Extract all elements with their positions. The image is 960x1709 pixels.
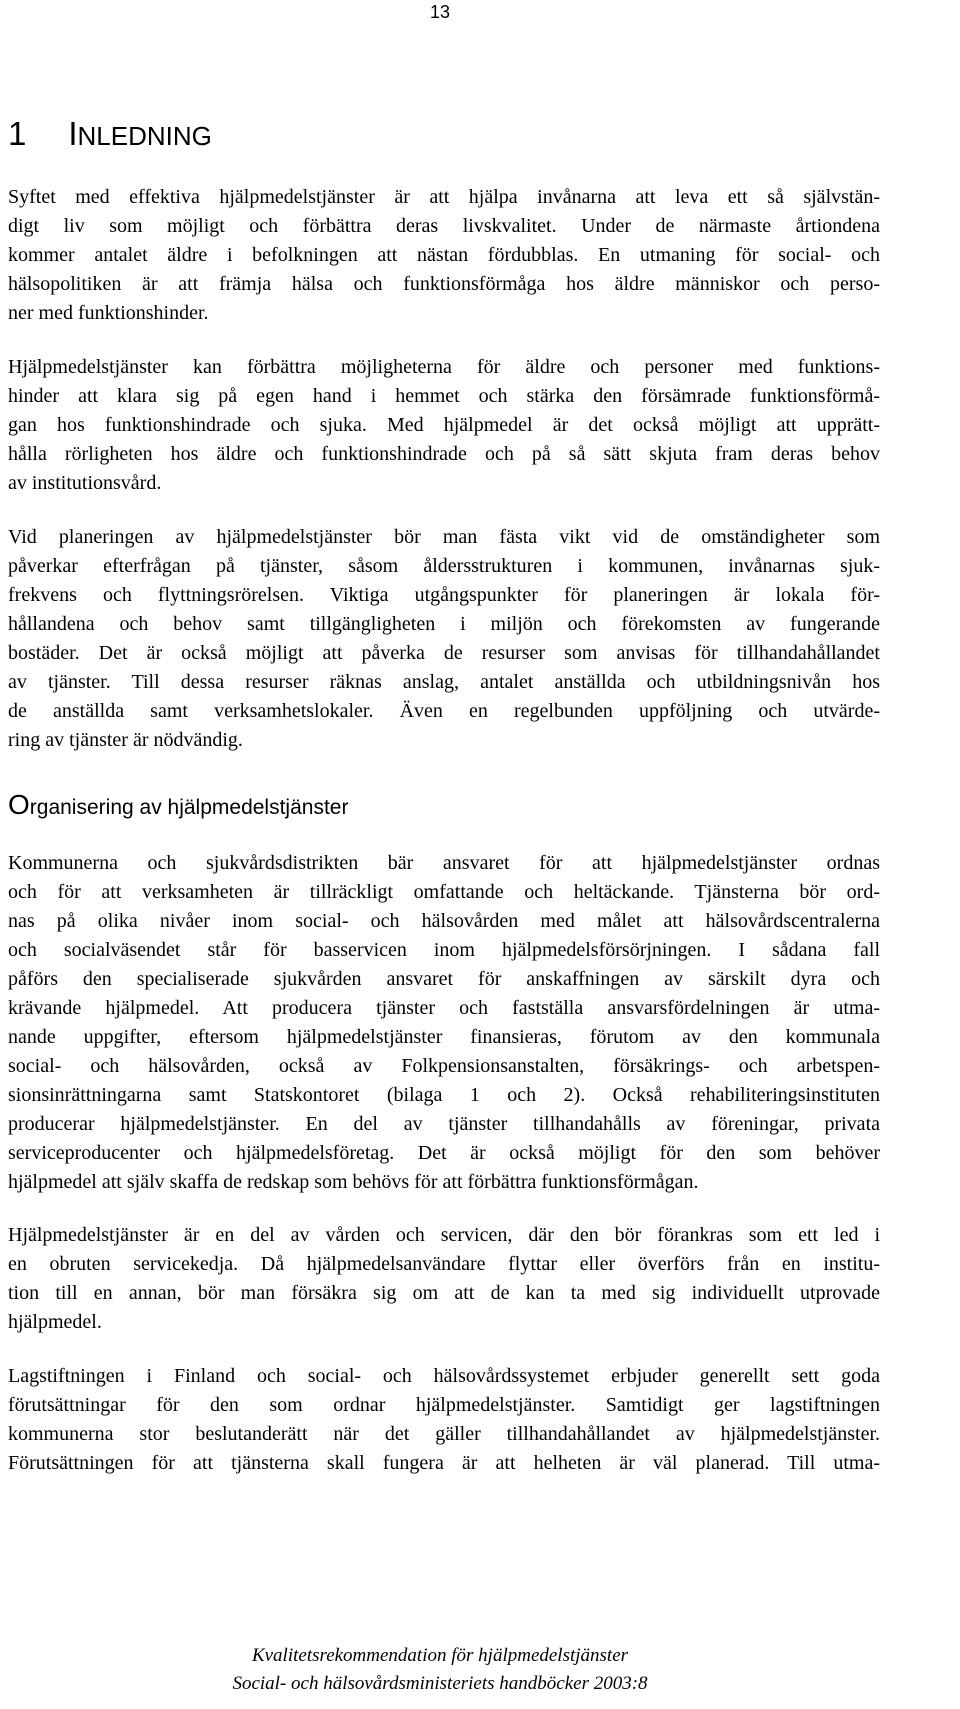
text-line: kommunerna stor beslutanderätt när det gäller tillhandahållandet av hjälpmedelstjänster. — [8, 1423, 880, 1445]
text-line: krävande hjälpmedel. Att producera tjänster och fastställa ansvarsfördelningen är utma- — [8, 997, 880, 1019]
section-heading-initial: O — [8, 789, 30, 820]
text-line: nas på olika nivåer inom social- och hälsovården med målet att hälsovårdscentralerna — [8, 910, 880, 932]
footer-series: Social- och hälsovårdsministeriets handböcker 2003:8 — [232, 1673, 648, 1694]
text-line: av tjänster. Till dessa resurser räknas anslag, antalet anställda och utbildningsnivån hos — [8, 671, 880, 693]
text-line: producerar hjälpmedelstjänster. En del av tjänster tillhandahålls av föreningar, privata — [8, 1113, 880, 1135]
text-line: serviceproducenter och hjälpmedelsföretag. Det är också möjligt för den som behöver — [8, 1142, 880, 1164]
section-heading-rest: rganisering av hjälpmedelstjänster — [29, 796, 349, 819]
text-line: bostäder. Det är också möjligt att påverka de resurser som anvisas för tillhandahållandet — [8, 642, 880, 664]
text-line: gan hos funktionshindrade och sjuka. Med hjälpmedel är det också möjligt att upprätt- — [8, 414, 880, 436]
text-line: nande uppgifter, eftersom hjälpmedelstjänster finansieras, förutom av den kommunala — [8, 1026, 880, 1048]
text-line: påförs den specialiserade sjukvården ansvaret för anskaffningen av särskilt dyra och — [8, 968, 880, 990]
text-line: frekvens och flyttningsrörelsen. Viktiga utgångspunkter för planeringen är lokala för- — [8, 584, 880, 606]
text-line: hjälpmedel. — [8, 1311, 102, 1333]
chapter-number: 1 — [8, 115, 27, 152]
text-line: Hjälpmedelstjänster kan förbättra möjligheterna för äldre och personer med funktions- — [8, 356, 880, 378]
text-line: hälsopolitiken är att främja hälsa och funktionsförmåga hos äldre människor och perso- — [8, 273, 880, 295]
text-line: sionsinrättningarna samt Statskontoret (bilaga 1 och 2). Också rehabiliteringsinstituten — [8, 1084, 880, 1106]
page-number: 13 — [429, 2, 451, 22]
footer-title: Kvalitetsrekommendation för hjälpmedelstjänster — [251, 1645, 629, 1666]
chapter-title-rest: NLEDNING — [77, 121, 212, 151]
text-line: Vid planeringen av hjälpmedelstjänster bör man fästa vikt vid de omständigheter som — [8, 526, 880, 548]
text-line: Lagstiftningen i Finland och social- och hälsovårdssystemet erbjuder generellt sett goda — [8, 1365, 880, 1387]
text-line: hinder att klara sig på egen hand i hemmet och stärka den försämrade funktionsförmå- — [8, 385, 880, 407]
text-line: ring av tjänster är nödvändig. — [8, 729, 243, 751]
chapter-title-initial: I — [68, 115, 78, 152]
text-line: kommer antalet äldre i befolkningen att nästan fördubblas. En utmaning för social- och — [8, 244, 880, 266]
text-line: Hjälpmedelstjänster är en del av vården och servicen, där den bör förankras som ett led i — [8, 1224, 880, 1246]
text-line: Kommunerna och sjukvårdsdistrikten bär ansvaret för att hjälpmedelstjänster ordnas — [8, 852, 880, 874]
section-heading — [8, 790, 348, 823]
text-line: och socialväsendet står för basservicen inom hjälpmedelsförsörjningen. I sådana fall — [8, 939, 880, 961]
chapter-heading — [8, 114, 212, 156]
text-line: förutsättningar för den som ordnar hjälpmedelstjänster. Samtidigt ger lagstiftningen — [8, 1394, 880, 1416]
text-line: ner med funktionshinder. — [8, 302, 209, 324]
text-line: digt liv som möjligt och förbättra deras livskvalitet. Under de närmaste årtiondena — [8, 215, 880, 237]
text-line: hålla rörligheten hos äldre och funktionshindrade och på så sätt skjuta fram deras behov — [8, 443, 880, 465]
text-line: hållandena och behov samt tillgängligheten i miljön och förekomsten av fungerande — [8, 613, 880, 635]
text-line: påverkar efterfrågan på tjänster, såsom åldersstrukturen i kommunen, invånarnas sjuk- — [8, 555, 880, 577]
text-line: Förutsättningen för att tjänsterna skall fungera är att helheten är väl planerad. Till utma- — [8, 1452, 880, 1474]
text-line: en obruten servicekedja. Då hjälpmedelsanvändare flyttar eller överförs från en institu- — [8, 1253, 880, 1275]
text-line: de anställda samt verksamhetslokaler. Även en regelbunden uppföljning och utvärde- — [8, 700, 880, 722]
text-line: tion till en annan, bör man försäkra sig om att de kan ta med sig individuellt utprovade — [8, 1282, 880, 1304]
text-line: och för att verksamheten är tillräckligt omfattande och heltäckande. Tjänsterna bör ord- — [8, 881, 880, 903]
text-line: hjälpmedel att själv skaffa de redskap som behövs för att förbättra funktionsförmågan. — [8, 1171, 699, 1193]
text-line: social- och hälsovården, också av Folkpensionsanstalten, försäkrings- och arbetspen- — [8, 1055, 880, 1077]
text-line: av institutionsvård. — [8, 472, 162, 494]
text-line: Syftet med effektiva hjälpmedelstjänster är att hjälpa invånarna att leva ett så självstän- — [8, 186, 880, 208]
